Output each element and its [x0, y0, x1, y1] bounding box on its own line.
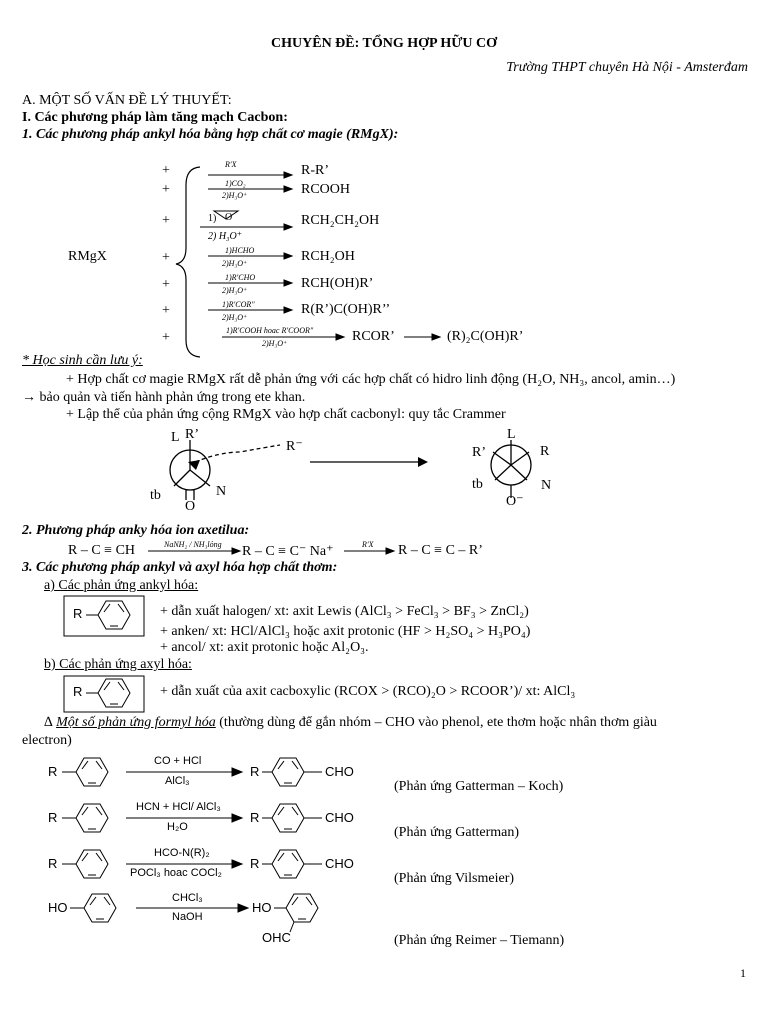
formyl-reagent-bottom: H₂O: [167, 821, 188, 833]
formyl-product-r: R: [250, 856, 260, 871]
acetylide-condition-2: R'X: [362, 540, 374, 549]
plus-sign: +: [162, 250, 170, 265]
reaction-name: (Phản ứng Vilsmeier): [394, 871, 515, 886]
formyl-reagent-bottom: AlCl₃: [165, 775, 190, 787]
formyl-reagent-top: HCO-N(R)₂: [154, 847, 210, 859]
newman-left-label-tb: tb: [150, 488, 161, 503]
rmgx-reagent: RMgX: [68, 249, 107, 264]
product-final: (R)₂C(OH)R’: [447, 329, 524, 344]
product: RCH(OH)R’: [301, 276, 374, 291]
newman-left-label-l: L: [171, 430, 180, 445]
formyl-reagent-bottom: POCl₃ hoac COCl₂: [130, 867, 222, 879]
formyl-start-label: HO: [48, 900, 68, 915]
formyl-product-r: R: [250, 810, 260, 825]
product: RCH₂OH: [301, 249, 355, 264]
page-number: 1: [740, 966, 746, 980]
formyl-cho-label: CHO: [325, 856, 354, 871]
formyl-reagent-top: CO + HCl: [154, 755, 202, 767]
formyl-start-label: R: [48, 764, 58, 779]
newman-right-label-o: O⁻: [506, 494, 524, 509]
condition-top: 1)HCHO: [225, 246, 255, 255]
plus-sign: +: [162, 182, 170, 197]
acetylide-start: R – C ≡ CH: [68, 543, 136, 558]
alkylation-line-1: + dẫn xuất halogen/ xt: axit Lewis (AlCl₃ > FeCl₃ > BF₃ > ZnCl₂): [160, 604, 529, 619]
condition-bottom: 2)H₃O⁺: [222, 259, 248, 268]
plus-sign: +: [162, 213, 170, 228]
condition-top: 1)R'COR": [222, 300, 255, 309]
condition-bottom: 2)H₃O⁺: [222, 191, 248, 200]
note-heading-text: * Học sinh cần lưu ý:: [22, 353, 143, 368]
delta-symbol: ∆: [44, 715, 53, 730]
plus-sign: +: [162, 303, 170, 318]
alkylation-line-3: + ancol/ xt: axit protonic hoặc Al₂O₃.: [160, 640, 369, 655]
subsection-2-heading: 2. Phương pháp anky hóa ion axetilua:: [22, 523, 250, 538]
formyl-cho-label: CHO: [325, 810, 354, 825]
formyl-start-label: R: [48, 856, 58, 871]
reaction-name: (Phản ứng Gatterman): [394, 825, 519, 840]
formyl-cho-label: CHO: [325, 764, 354, 779]
ring-substituent-label: R: [73, 606, 83, 621]
acetylide-mid: R – C ≡ C⁻ Na⁺: [242, 544, 334, 559]
note-line-3: + Lập thể của phản ứng cộng RMgX vào hợp chất cacbonyl: quy tắc Crammer: [66, 407, 506, 422]
condition-top: 1)CO₂: [225, 179, 246, 188]
formyl-reagent-bottom: NaOH: [172, 911, 203, 923]
acylation-label: b) Các phản ứng axyl hóa:: [44, 657, 192, 672]
formyl-heading-text: Một số phản ứng formyl hóa: [56, 715, 216, 730]
product: RCH₂CH₂OH: [301, 213, 380, 228]
newman-left-label-o: O: [185, 499, 196, 514]
nucleophile-label: R⁻: [286, 439, 303, 454]
ring-substituent-label: R: [73, 684, 83, 699]
formyl-start-label: R: [48, 810, 58, 825]
acetylide-end: R – C ≡ C – R’: [398, 543, 483, 558]
newman-right-label-r1: R’: [472, 445, 486, 460]
formyl-description-cont: electron): [22, 733, 72, 748]
condition-bottom: 2) H₃O⁺: [208, 231, 243, 242]
condition-bottom: 2)H₃O⁺: [222, 286, 248, 295]
acetylide-condition-1: NaNH₂ / NH₃lỏng: [164, 540, 222, 549]
reaction-name: (Phản ứng Reimer – Tiemann): [394, 933, 565, 948]
condition-top: 1)R'CHO: [225, 273, 256, 282]
newman-right-label-tb: tb: [472, 477, 483, 492]
condition-bottom: 2)H₃O⁺: [262, 339, 288, 348]
formyl-cho-label: OHC: [262, 930, 291, 945]
newman-left-label-r: R’: [185, 427, 199, 442]
newman-right-label-l: L: [507, 427, 516, 442]
formyl-reagent-top: CHCl₃: [172, 892, 203, 904]
newman-left-label-n: N: [216, 484, 227, 499]
product: RCOOH: [301, 182, 351, 197]
condition-top: R'X: [225, 160, 237, 169]
epoxide-oxygen: O: [225, 212, 233, 223]
acylation-line: + dẫn xuất của axit cacboxylic (RCOX > (RCO)₂O > RCOOR’)/ xt: AlCl₃: [160, 684, 576, 699]
note-line-1: + Hợp chất cơ magie RMgX rất dễ phản ứng với các hợp chất có hidro linh động (H₂O, NH₃, ancol, amin…): [66, 372, 676, 387]
alkylation-label: a) Các phản ứng ankyl hóa:: [44, 578, 199, 593]
reaction-name: (Phản ứng Gatterman – Koch): [394, 779, 564, 794]
alkylation-line-2: + anken/ xt: HCl/AlCl₃ hoặc axit protonic (HF > H₂SO₄ > H₃PO₄): [160, 624, 531, 639]
formyl-description: (thường dùng để gắn nhóm – CHO vào phenol, ete thơm hoặc nhân thơm giàu: [215, 715, 657, 730]
plus-sign: +: [162, 277, 170, 292]
section-a-heading: A. MỘT SỐ VẤN ĐỀ LÝ THUYẾT:: [22, 93, 232, 108]
school-name: Trường THPT chuyên Hà Nội - Amsterđam: [506, 60, 748, 75]
formyl-reagent-top: HCN + HCl/ AlCl₃: [136, 801, 221, 813]
plus-sign: +: [162, 163, 170, 178]
condition-top: 1)R'COOH hoac R'COOR": [226, 326, 314, 335]
note-line-2: → bảo quản và tiến hành phản ứng trong ete khan.: [22, 390, 306, 405]
product: R-R’: [301, 163, 329, 178]
condition-top: 1): [208, 213, 217, 224]
subsection-1-heading: 1. Các phương pháp ankyl hóa bằng hợp chất cơ magie (RMgX):: [22, 127, 399, 142]
formyl-product-r: R: [250, 764, 260, 779]
condition-bottom: 2)H₃O⁺: [222, 313, 248, 322]
section-i-heading: I. Các phương pháp làm tăng mạch Cacbon:: [22, 110, 288, 125]
newman-right-label-r2: R: [540, 444, 550, 459]
plus-sign: +: [162, 330, 170, 345]
formyl-product-r: HO: [252, 900, 272, 915]
product: R(R’)C(OH)R’’: [301, 302, 391, 317]
product: RCOR’: [352, 329, 395, 344]
newman-right-label-n: N: [541, 478, 552, 493]
page-title: CHUYÊN ĐỀ: TỔNG HỢP HỮU CƠ: [271, 36, 497, 51]
subsection-3-heading: 3. Các phương pháp ankyl và axyl hóa hợp chất thơm:: [22, 560, 338, 575]
